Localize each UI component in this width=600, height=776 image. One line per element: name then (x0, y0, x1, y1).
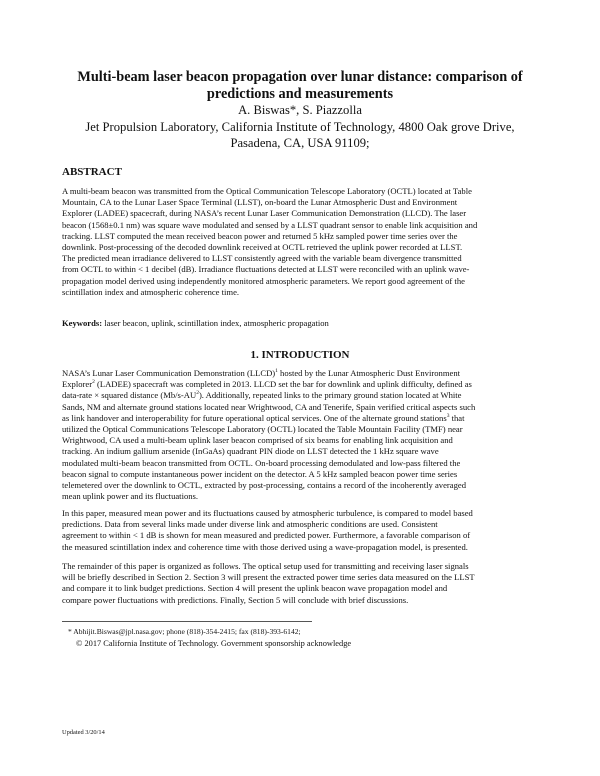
intro-line: will be briefly described in Section 2. Section 3 will present the extracted power time series data measured on the LLST (62, 572, 475, 583)
abstract-line: The predicted mean irradiance delivered to LLST consistently agreed with the variable beam divergence transmitted (62, 253, 462, 264)
intro-line: In this paper, measured mean power and its fluctuations caused by atmospheric turbulence, is compared to model based (62, 508, 473, 518)
intro-paragraph-2 (62, 508, 540, 553)
intro-line: predictions. Data from several links made under diverse link and atmospheric conditions are used. Consistent (62, 519, 438, 530)
keywords (62, 318, 540, 329)
section-heading-introduction: 1. INTRODUCTION (250, 349, 350, 361)
intro-paragraph-1 (62, 368, 540, 502)
intro-line: NASA’s Lunar Laser Communication Demonstration (LLCD)$^1$ hosted by the Lunar Atmospheric Dust Environment (62, 368, 460, 378)
intro-line: data-rate × squared distance $(Mb/s-AU^2)$. Additionally, repeated links to the primary ground station located at White (62, 390, 462, 401)
abstract-line: downlink. Post-processing of the decoded downlink received at OCTL retrieved the uplink power recorded at LLST. (62, 242, 463, 253)
keywords-text: laser beacon, uplink, scintillation index, atmospheric propagation (102, 318, 329, 328)
footnote-divider (62, 621, 312, 622)
intro-line: Sands, NM and alternate ground stations located near Wrightwood, CA and Tenerife, Spain verified critical aspects such (62, 401, 476, 412)
intro-line: The remainder of this paper is organized as follows. The optical setup used for transmitting and receiving laser signals (62, 561, 469, 571)
abstract-line: Explorer (LADEE) spacecraft, during NASA’s recent Lunar Laser Communication Demonstration (LLCD). The laser (62, 208, 467, 219)
intro-line: utilized the Optical Communications Telescope Laboratory (OCTL) located the Table Mountain Facility (TMF) near (62, 424, 463, 435)
abstract-line: propagation model derived using independently monitored atmospheric parameters. We report good agreement of the (62, 275, 465, 286)
abstract-line: A multi-beam beacon was transmitted from the Optical Communication Telescope Laboratory (OCTL) located at Table (62, 186, 472, 196)
abstract-heading: ABSTRACT (62, 166, 122, 178)
paper-title: Multi-beam laser beacon propagation over lunar distance: comparison of predictions and measurements (77, 69, 523, 102)
intro-line: the measured scintillation index and coherence time with those derived using a wave-propagation model, is presented. (62, 541, 468, 552)
superscript: 2 (196, 390, 199, 397)
paper-authors: A. Biswas*, S. Piazzolla (238, 103, 362, 117)
intro-line: compare power fluctuations with predictions. Finally, Section 5 will conclude with brief discussions. (62, 594, 409, 605)
intro-line: telemetered over the downlink to OCTL, extracted by post-processing, contains a record of the incoherently averaged (62, 480, 466, 491)
intro-line: as link handover and interoperability for future operational optical services. One of the alternate ground stations$^3$ that (62, 412, 465, 423)
footnote-ref: 2 (92, 379, 95, 386)
intro-line: and compare it to link budget predictions. Section 4 will present the uplink beacon wave propagation model and (62, 583, 448, 594)
footnote-contact: * Abhijit.Biswas@jpl.nasa.gov; phone (818)-354-2415; fax (818)-393-6142; (68, 627, 301, 636)
intro-line: tracking. An indium gallium arsenide (InGaAs) quadrant PIN diode on LLST detected the 1 kHz square wave (62, 446, 439, 457)
intro-line: agreement to within < 1 dB is shown for mean measured and predicted power. Furthermore, a favorable comparison of (62, 530, 471, 541)
intro-line: mean uplink power and its fluctuations. (62, 491, 199, 502)
abstract-line: from OCTL to within < 1 decibel (dB). Irradiance fluctuations detected at LLST were reconciled with an uplink wave- (62, 264, 470, 275)
keywords-label: Keywords: (62, 318, 103, 328)
abstract-line: tracking. LLST computed the mean received beacon power and returned 5 kHz sampled power time series over the (62, 230, 458, 241)
abstract-body (62, 186, 540, 298)
footnote-ref: 1 (275, 368, 278, 375)
footnote-ref: 3 (446, 412, 450, 419)
intro-paragraph-3 (62, 561, 540, 606)
abstract-line: beacon (1568±0.1 nm) was square wave modulated and sensed by a LLST quadrant sensor to enable link acquisition and (62, 219, 478, 230)
abstract-line: Mountain, CA to the Lunar Laser Space Terminal (LLST), on-board the Lunar Atmospheric Dust and Environment (62, 197, 458, 208)
paper-affiliation: Jet Propulsion Laboratory, California Institute of Technology, 4800 Oak grove Drive, Pasadena, CA, USA 91109; (85, 120, 515, 150)
intro-line: Wrightwood, CA used a multi-beam uplink laser beacon comprised of six beams for enabling link acquisition and (62, 435, 453, 446)
updated-date: Updated 3/20/14 (62, 729, 105, 736)
abstract-line: scintillation index and atmospheric coherence time. (62, 286, 240, 297)
footnote-copyright: © 2017 California Institute of Technology. Government sponsorship acknowledge (76, 639, 352, 648)
intro-line: modulated multi-beam beacon transmitted from OCTL. On-board processing demodulated and low-pass filtered the (62, 457, 461, 468)
intro-line: Explorer$^2$ (LADEE) spacecraft was completed in 2013. LLCD set the bar for downlink and uplink difficulty, defined as (62, 379, 472, 390)
intro-line: beacon signal to compute instantaneous power incident on the detector. A 5 kHz sampled beacon power time series (62, 468, 458, 479)
